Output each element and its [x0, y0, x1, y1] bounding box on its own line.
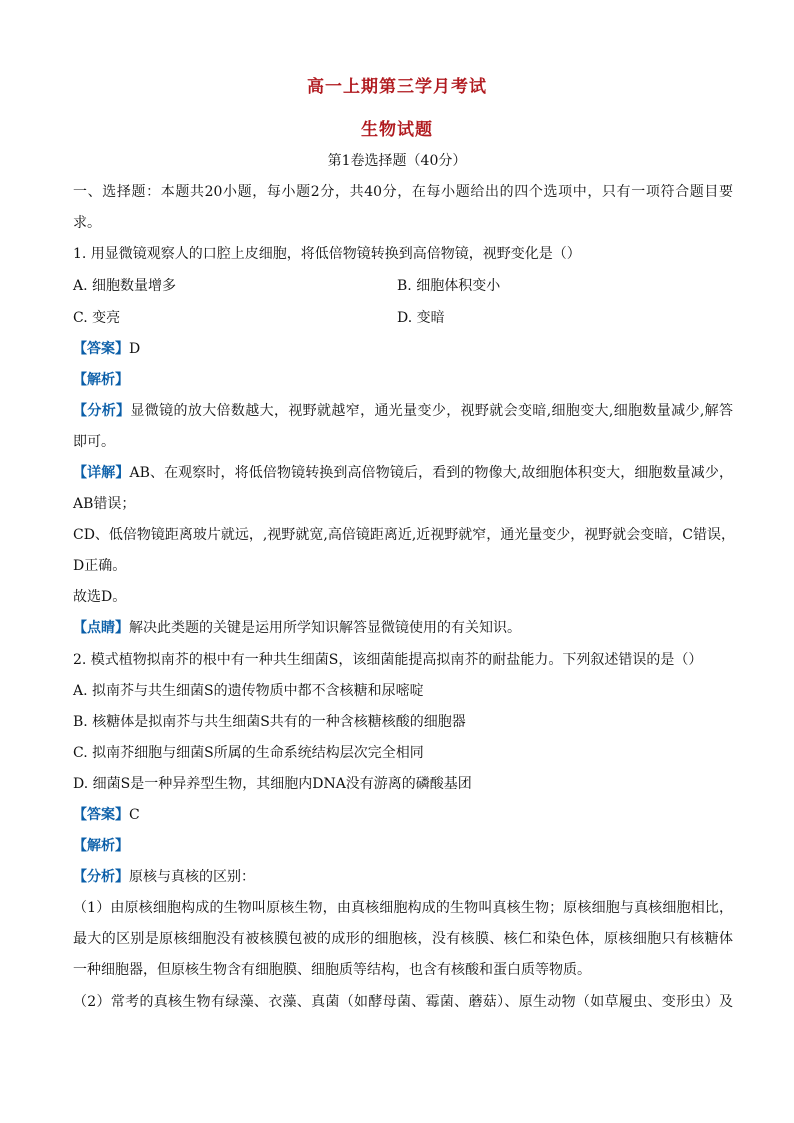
q1-fenxi-line-1: [73, 401, 733, 421]
q2-p1-line-1: （1）由原核细胞构成的生物叫原核生物，由真核细胞构成的生物叫真核生物；原核细胞与真核细胞相比，: [73, 900, 733, 916]
q2-answer-line: [73, 805, 733, 825]
xiangjie-tag: 【详解】: [73, 465, 130, 481]
q2-answer-value: C: [129, 807, 140, 823]
q1-xiangjie-text-1: AB、在观察时，将低倍物镜转换到高倍物镜后，看到的物像大,故细胞体积变大，细胞数量减少，: [129, 465, 733, 481]
q1-option-d: D. 变暗: [397, 310, 445, 326]
q1-option-b: B. 细胞体积变小: [397, 278, 501, 294]
q2-option-c: C. 拟南芥细胞与细菌S所属的生命系统结构层次完全相同: [73, 745, 424, 761]
subject-title: 生物试题: [361, 120, 433, 140]
q1-analysis-heading: [73, 370, 733, 390]
instructions-line-2: 求。: [73, 215, 101, 231]
q1-xiangjie-line-2: AB错误；: [73, 496, 136, 512]
q2-p1-line-3: 一种细胞器，但原核生物含有细胞膜、细胞质等结构，也含有核酸和蛋白质等物质。: [73, 962, 591, 978]
analysis-tag: 【解析】: [73, 372, 129, 388]
q1-xiangjie-line-3: CD、低倍物镜距离玻片就远，,视野就宽,高倍镜距离近,近视野就窄，通光量变少，视野就会变暗，C错误，: [73, 527, 735, 543]
q1-fenxi-line-2: 即可。: [73, 434, 115, 450]
q1-fenxi-text-1: 显微镜的放大倍数越大，视野就越窄，通光量变少，视野就会变暗,细胞变大,细胞数量减少,解答: [130, 403, 733, 419]
instructions-line-1: 一、选择题：本题共20小题，每小题2分，共40分，在每小题给出的四个选项中，只有一项符合题目要: [73, 184, 733, 200]
q1-dianjing-line: [73, 618, 733, 638]
q1-option-c: C. 变亮: [73, 310, 121, 326]
q1-stem: 1. 用显微镜观察人的口腔上皮细胞，将低倍物镜转换到高倍物镜，视野变化是（）: [73, 246, 581, 262]
q2-stem: 2. 模式植物拟南芥的根中有一种共生细菌S，该细菌能提高拟南芥的耐盐能力。下列叙述错误的是（）: [73, 652, 703, 668]
exam-title: 高一上期第三学月考试: [307, 77, 487, 97]
q2-fenxi-line: [73, 867, 733, 887]
answer-tag: 【答案】: [73, 807, 129, 823]
analysis-tag: 【解析】: [73, 838, 129, 854]
q1-dianjing-text: 解决此类题的关键是运用所学知识解答显微镜使用的有关知识。: [129, 620, 521, 636]
q2-option-a: A. 拟南芥与共生细菌S的遗传物质中都不含核糖和尿嘧啶: [73, 683, 424, 699]
q2-fenxi-title: 原核与真核的区别：: [129, 869, 255, 885]
fenxi-tag: 【分析】: [73, 403, 131, 419]
q1-xiangjie-line-1: [73, 463, 733, 483]
dianjing-tag: 【点睛】: [73, 620, 129, 636]
q1-option-a: A. 细胞数量增多: [73, 278, 177, 294]
q2-option-d: D. 细菌S是一种异养型生物，其细胞内DNA没有游离的磷酸基团: [73, 776, 472, 792]
answer-tag: 【答案】: [73, 341, 129, 357]
q1-answer-value: D: [129, 341, 141, 357]
fenxi-tag: 【分析】: [73, 869, 129, 885]
section-heading: 第1卷选择题（40分）: [327, 153, 467, 169]
q2-p1-line-2: 最大的区别是原核细胞没有被核膜包被的成形的细胞核，没有核膜、核仁和染色体，原核细胞只有核糖体: [73, 931, 733, 947]
q2-p2-line-1: （2）常考的真核生物有绿藻、衣藻、真菌（如酵母菌、霉菌、蘑菇）、原生动物（如草履虫、变形虫）及: [73, 994, 733, 1010]
q2-option-b: B. 核糖体是拟南芥与共生细菌S共有的一种含核糖核酸的细胞器: [73, 714, 466, 730]
q2-analysis-heading: [73, 836, 733, 856]
q1-answer-line: [73, 339, 733, 359]
q1-conclusion: 故选D。: [73, 589, 127, 605]
q1-xiangjie-line-4: D正确。: [73, 558, 127, 574]
